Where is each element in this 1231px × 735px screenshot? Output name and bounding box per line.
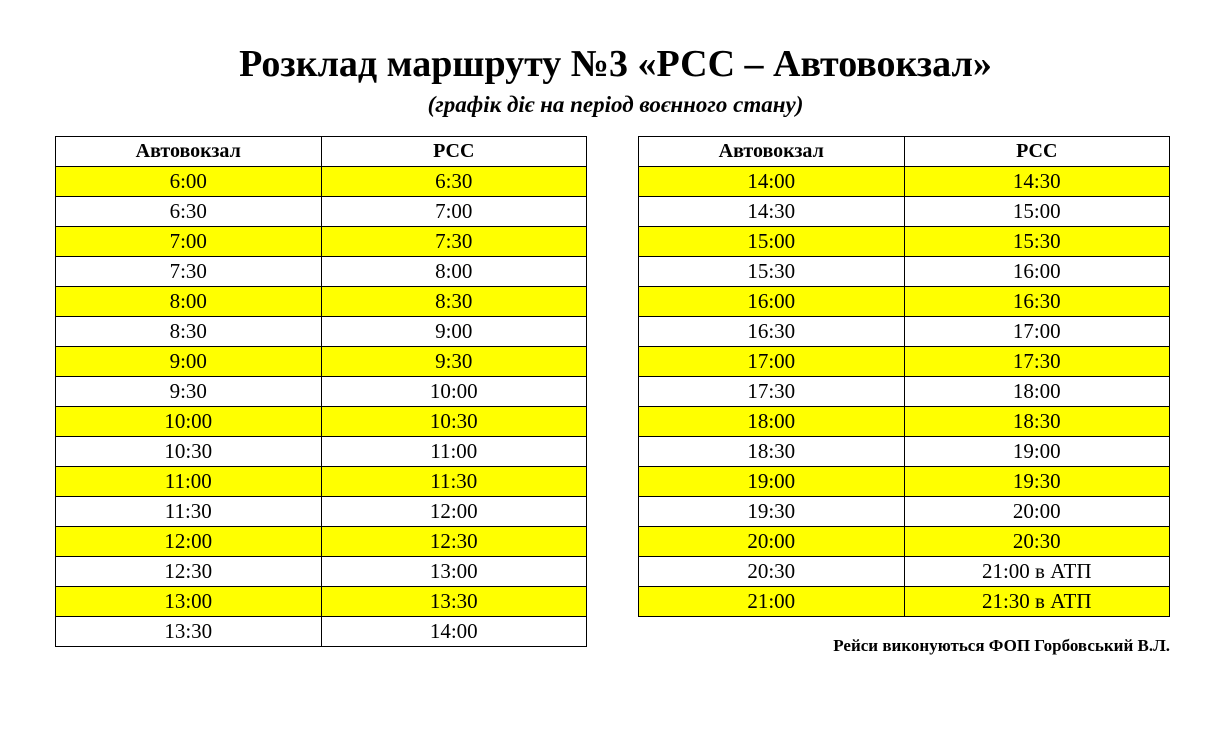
table-row [56,497,587,527]
departure-avtovokzal-cell: 11:00 [56,467,322,497]
departure-avtovokzal-cell: 6:30 [56,197,322,227]
departure-rss-cell: 13:00 [321,557,587,587]
departure-rss-cell: 6:30 [321,167,587,197]
departure-avtovokzal-cell: 14:00 [639,167,905,197]
schedule-table-afternoon [638,136,1170,617]
table-row [639,527,1170,557]
table-row [56,377,587,407]
departure-rss-cell: 15:30 [904,227,1170,257]
departure-rss-cell: 20:30 [904,527,1170,557]
departure-rss-cell: 8:30 [321,287,587,317]
departure-avtovokzal-cell: 12:30 [56,557,322,587]
departure-rss-cell: 15:00 [904,197,1170,227]
departure-avtovokzal-cell: 15:00 [639,227,905,257]
departure-rss-cell: 13:30 [321,587,587,617]
departure-avtovokzal-cell: 10:00 [56,407,322,437]
table-row [56,437,587,467]
departure-avtovokzal-cell: 18:30 [639,437,905,467]
departure-avtovokzal-cell: 10:30 [56,437,322,467]
departure-rss-cell: 11:30 [321,467,587,497]
departure-rss-cell: 9:00 [321,317,587,347]
departure-avtovokzal-cell: 6:00 [56,167,322,197]
column-header-from: Автовокзал [56,137,322,167]
departure-rss-cell: 14:30 [904,167,1170,197]
departure-rss-cell: 12:30 [321,527,587,557]
departure-rss-cell: 16:00 [904,257,1170,287]
table-row [639,167,1170,197]
table-row [639,557,1170,587]
departure-rss-cell: 7:30 [321,227,587,257]
departure-avtovokzal-cell: 18:00 [639,407,905,437]
table-row [639,257,1170,287]
table-row [56,407,587,437]
departure-rss-cell: 18:00 [904,377,1170,407]
table-row [639,287,1170,317]
departure-rss-cell: 19:30 [904,467,1170,497]
departure-rss-cell: 9:30 [321,347,587,377]
departure-avtovokzal-cell: 21:00 [639,587,905,617]
departure-rss-cell: 16:30 [904,287,1170,317]
table-row [56,287,587,317]
departure-rss-cell: 10:30 [321,407,587,437]
schedule-table-morning [55,136,587,647]
departure-rss-cell: 14:00 [321,617,587,647]
departure-rss-cell: 17:00 [904,317,1170,347]
departure-avtovokzal-cell: 16:30 [639,317,905,347]
table-row [639,347,1170,377]
table-row [56,347,587,377]
table-row [639,587,1170,617]
departure-avtovokzal-cell: 8:00 [56,287,322,317]
departure-avtovokzal-cell: 20:30 [639,557,905,587]
table-row [56,557,587,587]
departure-rss-cell: 20:00 [904,497,1170,527]
column-header-to: РСС [904,137,1170,167]
departure-rss-cell: 12:00 [321,497,587,527]
departure-rss-cell: 18:30 [904,407,1170,437]
table-row [639,407,1170,437]
table-row [639,227,1170,257]
departure-avtovokzal-cell: 19:00 [639,467,905,497]
departure-rss-cell: 17:30 [904,347,1170,377]
departure-rss-cell: 8:00 [321,257,587,287]
column-header-to: РСС [321,137,587,167]
departure-avtovokzal-cell: 17:00 [639,347,905,377]
table-row [639,317,1170,347]
departure-avtovokzal-cell: 9:30 [56,377,322,407]
table-row [56,317,587,347]
departure-avtovokzal-cell: 8:30 [56,317,322,347]
departure-avtovokzal-cell: 13:30 [56,617,322,647]
departure-avtovokzal-cell: 7:00 [56,227,322,257]
table-row [639,197,1170,227]
departure-rss-cell: 21:30 в АТП [904,587,1170,617]
schedule-body-morning [56,167,587,647]
page-title: Розклад маршруту №3 «РСС – Автовокзал» [239,43,992,85]
table-row [56,587,587,617]
departure-avtovokzal-cell: 9:00 [56,347,322,377]
departure-avtovokzal-cell: 15:30 [639,257,905,287]
departure-avtovokzal-cell: 14:30 [639,197,905,227]
departure-rss-cell: 11:00 [321,437,587,467]
page-subtitle: (графік діє на період воєнного стану) [427,92,804,117]
departure-rss-cell: 21:00 в АТП [904,557,1170,587]
table-row [56,257,587,287]
table-row [56,527,587,557]
departure-avtovokzal-cell: 20:00 [639,527,905,557]
table-row [639,497,1170,527]
table-header-row [56,137,587,167]
table-row [56,467,587,497]
departure-avtovokzal-cell: 13:00 [56,587,322,617]
column-header-from: Автовокзал [639,137,905,167]
departure-avtovokzal-cell: 16:00 [639,287,905,317]
table-header-row [639,137,1170,167]
table-row [639,437,1170,467]
table-row [639,377,1170,407]
table-row [56,167,587,197]
operator-note: Рейси виконуються ФОП Горбовський В.Л. [833,636,1170,655]
departure-avtovokzal-cell: 7:30 [56,257,322,287]
table-row [56,197,587,227]
schedule-body-afternoon [639,167,1170,617]
departure-avtovokzal-cell: 17:30 [639,377,905,407]
table-row [56,617,587,647]
departure-rss-cell: 19:00 [904,437,1170,467]
departure-avtovokzal-cell: 19:30 [639,497,905,527]
table-row [639,467,1170,497]
departure-rss-cell: 7:00 [321,197,587,227]
departure-avtovokzal-cell: 11:30 [56,497,322,527]
table-row [56,227,587,257]
departure-rss-cell: 10:00 [321,377,587,407]
departure-avtovokzal-cell: 12:00 [56,527,322,557]
